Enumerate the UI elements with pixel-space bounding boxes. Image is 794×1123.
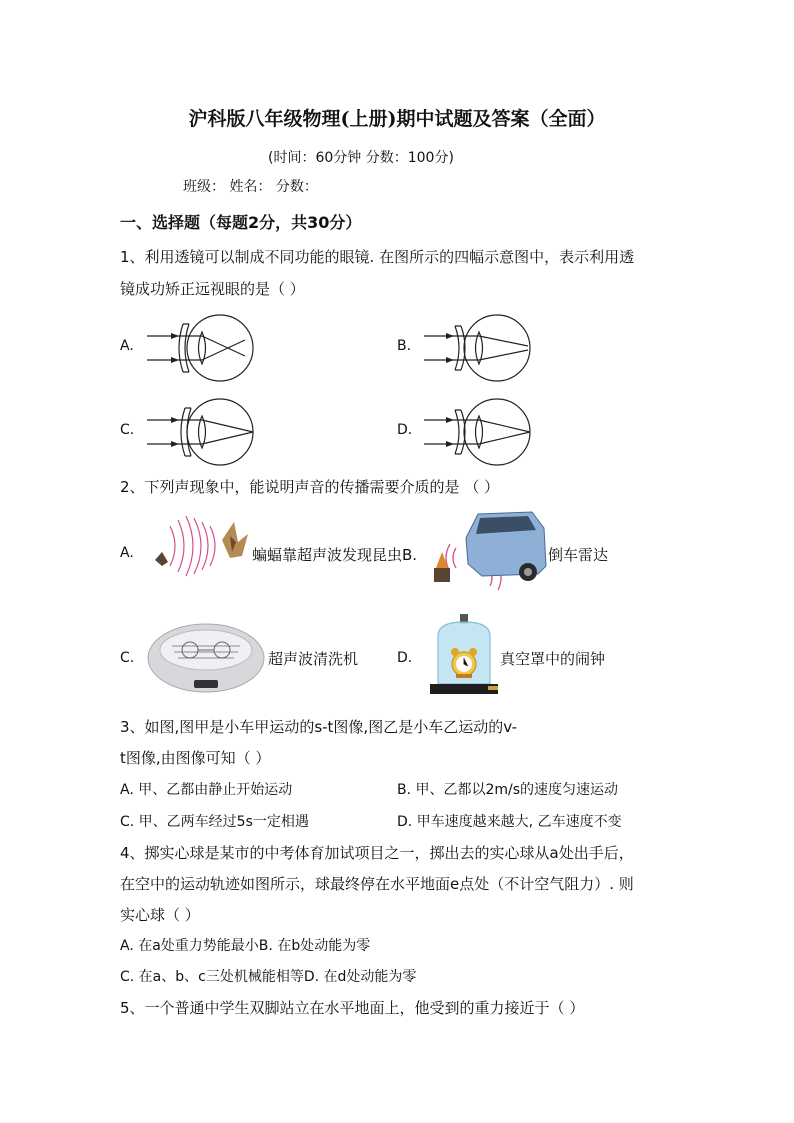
q4-options-ab: A. 在a处重力势能最小B. 在b处动能为零 <box>120 938 371 954</box>
q3-option-a: A. 甲、乙都由静止开始运动 <box>120 782 293 798</box>
q3-line1: 3、如图,图甲是小车甲运动的s-t图像,图乙是小车乙运动的v- <box>120 718 518 736</box>
q4-line1: 4、掷实心球是某市的中考体育加试项目之一，掷出去的实心球从a处出手后， <box>120 844 634 862</box>
car-radar-image <box>428 508 548 590</box>
q4-options-cd: C. 在a、b、c三处机械能相等D. 在d处动能为零 <box>120 969 417 985</box>
bat-insect-image <box>150 512 250 578</box>
q4-line3: 实心球（ ） <box>120 906 200 924</box>
q3-option-d: D. 甲车速度越来越大, 乙车速度不变 <box>397 814 622 830</box>
q1-line1: 1、利用透镜可以制成不同功能的眼镜. 在图所示的四幅示意图中，表示利用透 <box>120 248 635 266</box>
eye-diagram-c <box>145 396 265 468</box>
q5-text: 5、一个普通中学生双脚站立在水平地面上，他受到的重力接近于（ ） <box>120 999 585 1017</box>
q1-option-c-label: C. <box>120 422 135 438</box>
page-title: 沪科版八年级物理(上册)期中试题及答案（全面） <box>188 108 606 130</box>
q2-option-c-text: 超声波清洗机 <box>268 650 359 668</box>
q2-text: 2、下列声现象中，能说明声音的传播需要介质的是 （ ） <box>120 478 500 496</box>
bell-jar-alarm-clock-image <box>428 612 500 700</box>
q3-option-b: B. 甲、乙都以2m/s的速度匀速运动 <box>397 782 619 798</box>
q3-line2: t图像,由图像可知（ ） <box>120 749 271 767</box>
q4-line2: 在空中的运动轨迹如图所示，球最终停在水平地面e点处（不计空气阻力）. 则 <box>120 875 634 893</box>
ultrasonic-cleaner-image <box>146 620 266 696</box>
eye-diagram-b <box>422 312 542 384</box>
q2-option-b-text: 倒车雷达 <box>548 546 609 564</box>
q1-option-b-label: B. <box>397 338 412 354</box>
q2-option-a-text: 蝙蝠靠超声波发现昆虫B. <box>252 546 418 564</box>
q2-option-d-text: 真空罩中的闹钟 <box>500 650 606 668</box>
student-info-line: 班级： 姓名： 分数： <box>183 179 318 195</box>
eye-diagram-a <box>145 312 265 384</box>
eye-diagram-d <box>422 396 542 468</box>
section-heading: 一、选择题（每题2分，共30分） <box>120 213 362 232</box>
q1-option-a-label: A. <box>120 338 134 354</box>
q3-option-c: C. 甲、乙两车经过5s一定相遇 <box>120 814 309 830</box>
q1-line2: 镜成功矫正远视眼的是（ ） <box>120 280 305 298</box>
q1-option-d-label: D. <box>397 422 413 438</box>
time-score-line: (时间：60分钟 分数：100分) <box>268 150 454 166</box>
q2-option-c-label: C. <box>120 650 135 666</box>
q2-option-a-label: A. <box>120 545 134 561</box>
q2-option-d-label: D. <box>397 650 413 666</box>
